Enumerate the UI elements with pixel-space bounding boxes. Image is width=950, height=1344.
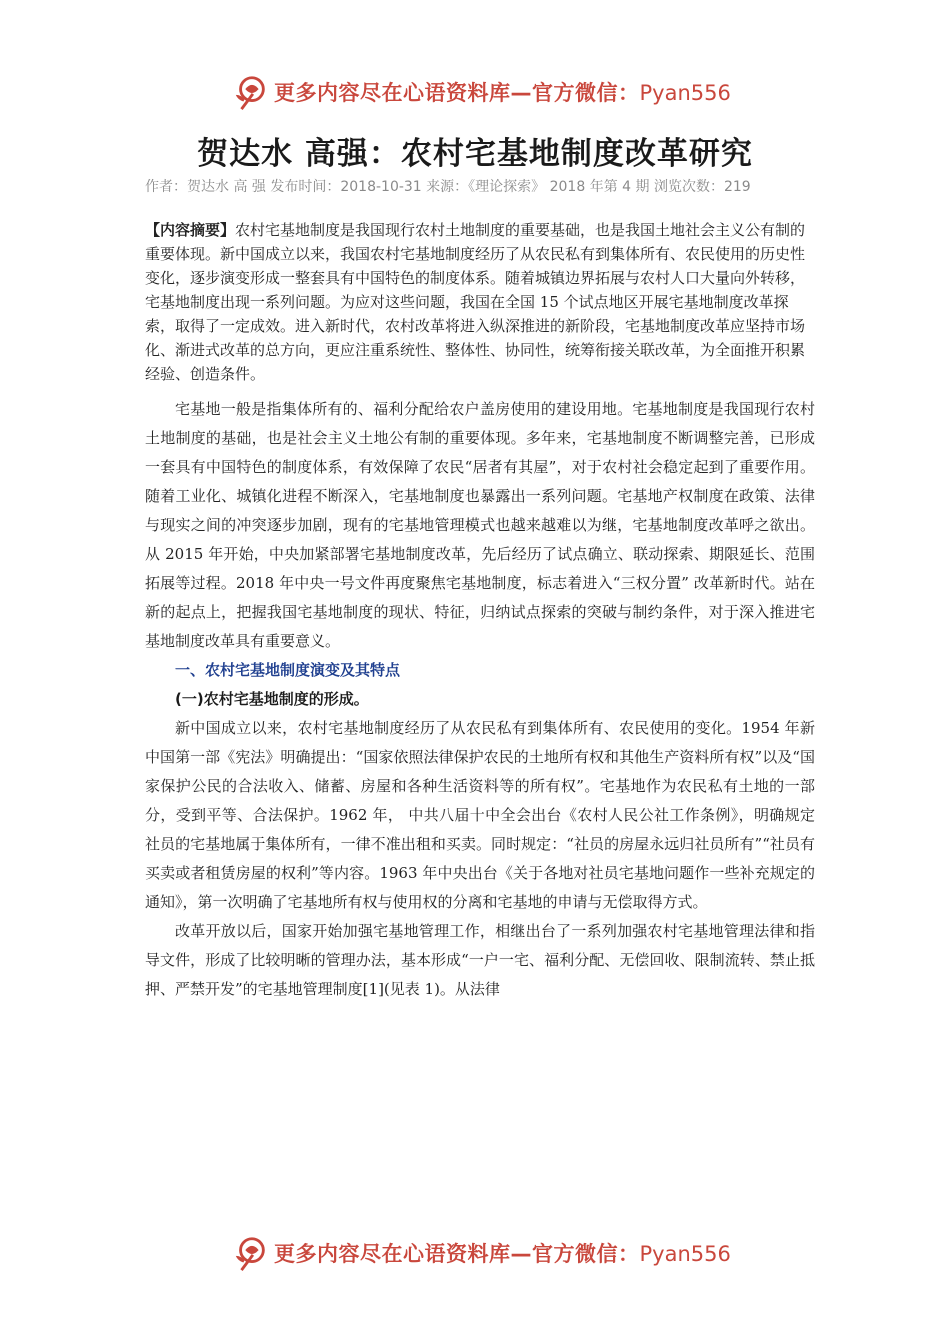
- bottom-banner: [232, 1233, 732, 1273]
- article-title: 贺达水 高强：农村宅基地制度改革研究: [197, 136, 753, 172]
- banner-promo: 更多内容尽在心语资料库—官方微信：: [274, 81, 640, 105]
- body-paragraph-2: 改革开放以后，国家开始加强宅基地管理工作，相继出台了一系列加强农村宅基地管理法律和指导文件，形成了比较明晰的管理办法，基本形成“一户一宅、福利分配、无偿回收、限制流转、禁止抵押、严禁开发”的宅基地管理制度[1](见表 1)。从法律: [145, 922, 815, 998]
- banner-wechat-id: Pyan556: [639, 1242, 731, 1266]
- banner-wechat-id: Pyan556: [639, 81, 731, 105]
- subsection-heading: (一)农村宅基地制度的形成。: [175, 690, 369, 708]
- abstract-text: 农村宅基地制度是我国现行农村土地制度的重要基础，也是我国土地社会主义公有制的重要体现。新中国成立以来，我国农村宅基地制度经历了从农民私有到集体所有、农民使用的历史性变化，逐步演变形成一整套具有中国特色的制度体系。随着城镇边界拓展与农村人口大量向外转移，宅基地制度出现一系列问题。为应对这些问题，我国在全国 15 个试点地区开展宅基地制度改革探索，取得了一定成效。进入新时代，农村改革将进入纵深推进的新阶段，宅基地制度改革应坚持市场化、渐进式改革的总方向，更应注重系统性、整体性、协同性，统筹衔接关联改革，为全面推开积累经验、创造条件。: [145, 221, 806, 383]
- abstract-label: 【内容摘要】: [145, 221, 236, 239]
- intro-paragraph: 宅基地一般是指集体所有的、福利分配给农户盖房使用的建设用地。宅基地制度是我国现行农村土地制度的基础，也是社会主义土地公有制的重要体现。多年来，宅基地制度不断调整完善，已形成一套具有中国特色的制度体系，有效保障了农民“居者有其屋”，对于农村社会稳定起到了重要作用。随着工业化、城镇化进程不断深入，宅基地制度也暴露出一系列问题。宅基地产权制度在政策、法律与现实之间的冲突逐步加剧，现有的宅基地管理模式也越来越难以为继，宅基地制度改革呼之欲出。从 2015 年开始，中央加紧部署宅基地制度改革，先后经历了试点确立、联动探索、期限延长、范围拓展等过程。2018 年中央一号文件再度聚焦宅基地制度，标志着进入“三权分置” 改革新时代。站在新的起点上，把握我国宅基地制度的现状、特征，归纳试点探索的突破与制约条件，对于深入推进宅基地制度改革具有重要意义。: [145, 400, 815, 650]
- banner-text: [274, 77, 731, 107]
- banner-text: [274, 1238, 731, 1268]
- body-paragraph-1: 新中国成立以来，农村宅基地制度经历了从农民私有到集体所有、农民使用的变化。1954 年新中国第一部《宪法》明确提出：“国家依照法律保护农民的土地所有权和其他生产资料所有权”以及“国家保护公民的合法收入、储蓄、房屋和各种生活资料等的所有权”。宅基地作为农民私有土地的一部分，受到平等、合法保护。1962 年， 中共八届十中全会出台《农村人民公社工作条例》，明确规定社员的宅基地属于集体所有，一律不准出租和买卖。同时规定：“社员的房屋永远归社员所有”“社员有买卖或者租赁房屋的权利”等内容。1963 年中央出台《关于各地对社员宅基地问题作一些补充规定的通知》，第一次明确了宅基地所有权与使用权的分离和宅基地的申请与无偿取得方式。: [145, 719, 815, 911]
- article-meta: 作者：贺达水 高 强 发布时间：2018-10-31 来源：《理论探索》 2018 年第 4 期 浏览次数：219: [145, 179, 751, 195]
- section-heading: 一、农村宅基地制度演变及其特点: [175, 661, 401, 679]
- rose-logo-icon: [232, 73, 270, 111]
- banner-promo: 更多内容尽在心语资料库—官方微信：: [274, 1242, 640, 1266]
- article-body: [145, 395, 815, 1004]
- top-banner: [232, 72, 732, 112]
- rose-logo-icon: [232, 1234, 270, 1272]
- abstract: [145, 218, 815, 386]
